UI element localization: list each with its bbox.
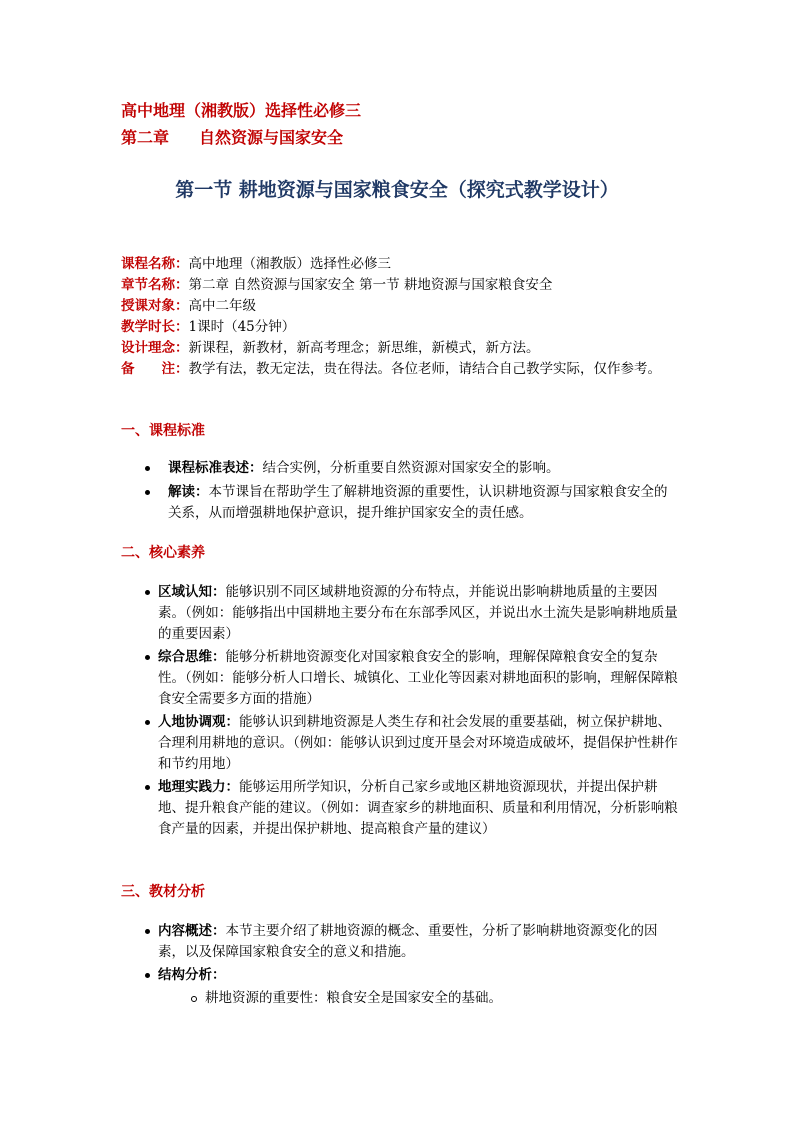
item-label: 区域认知： (158, 584, 226, 600)
circle-bullet-icon (191, 996, 197, 1002)
course-header (121, 101, 361, 121)
info-row-course-name (121, 254, 681, 275)
course-line: 高中地理（湘教版）选择性必修三 (121, 101, 362, 120)
chapter-title: 自然资源与国家安全 (199, 128, 344, 147)
info-label: 章节名称： (121, 277, 189, 293)
bullet-icon (145, 720, 150, 725)
item-text: 能够识别不同区域耕地资源的分布特点，并能说出影响耕地质量的主要因素。（例如：能够指出中国耕地主要分布在东部季风区，并说出水土流失是影响耕地质量的重要因素） (158, 584, 678, 642)
list-item (158, 712, 680, 775)
info-row-duration (121, 317, 681, 338)
info-label: 课程名称： (121, 256, 189, 272)
sub-list-item (158, 988, 680, 1009)
core-literacy-list (158, 582, 680, 842)
list-item (158, 647, 680, 710)
page-title: 第一节 耕地资源与国家粮食安全（探究式教学设计） (175, 179, 619, 201)
item-label: 课程标准表述： (168, 460, 263, 476)
info-value: 高中二年级 (188, 298, 256, 314)
bullet-icon (145, 929, 150, 934)
item-label: 结构分析： (158, 967, 226, 983)
info-row-chapter-name (121, 275, 681, 296)
item-label: 内容概述： (158, 923, 226, 939)
info-label: 设计理念： (121, 340, 189, 356)
bullet-icon (145, 973, 150, 978)
bullet-icon (145, 655, 150, 660)
info-value: 第二章 自然资源与国家安全 第一节 耕地资源与国家粮食安全 (188, 277, 553, 293)
item-text: 能够认识到耕地资源是人类生存和社会发展的重要基础，树立保护耕地、合理利用耕地的意识。（例如：能够认识到过度开垦会对环境造成破坏，提倡保护性耕作和节约用地） (158, 714, 678, 772)
course-info (121, 254, 681, 380)
chapter-header (121, 128, 343, 148)
info-label: 备 注： (121, 361, 189, 377)
sub-item-text: 耕地资源的重要性：粮食安全是国家安全的基础。 (205, 990, 502, 1006)
section-heading-curriculum-standard: 一、课程标准 (121, 423, 205, 439)
info-row-design-concept (121, 338, 681, 359)
list-item (168, 482, 680, 524)
chapter-number: 第二章 (121, 128, 170, 147)
list-item (158, 921, 680, 963)
item-text: 本节主要介绍了耕地资源的概念、重要性，分析了影响耕地资源变化的因素，以及保障国家粮食安全的意义和措施。 (158, 923, 658, 960)
item-label: 综合思维： (158, 649, 226, 665)
info-label: 授课对象： (121, 298, 189, 314)
bullet-icon (145, 590, 150, 595)
curriculum-standard-list (168, 458, 680, 526)
info-value: 1课时（45分钟） (188, 319, 296, 335)
info-value: 新课程，新教材，新高考理念；新思维，新模式，新方法。 (188, 340, 540, 356)
item-text: 能够分析耕地资源变化对国家粮食安全的影响，理解保障粮食安全的复杂性。（例如：能够分析人口增长、城镇化、工业化等因素对耕地面积的影响，理解保障粮食安全需要多方面的措施） (158, 649, 678, 707)
item-label: 解读： (168, 484, 209, 500)
info-value: 教学有法，教无定法，贵在得法。各位老师，请结合自己教学实际，仅作参考。 (188, 361, 661, 377)
item-text: 本节课旨在帮助学生了解耕地资源的重要性，认识耕地资源与国家粮食安全的关系，从而增强耕地保护意识，提升维护国家安全的责任感。 (168, 484, 668, 521)
list-item (168, 458, 680, 479)
bullet-icon (145, 785, 150, 790)
section-heading-textbook-analysis: 三、教材分析 (121, 884, 205, 900)
bullet-icon (145, 466, 150, 471)
info-label: 教学时长： (121, 319, 189, 335)
section-heading-core-literacy: 二、核心素养 (121, 545, 205, 561)
info-value: 高中地理（湘教版）选择性必修三 (188, 256, 391, 272)
item-text: 结合实例，分析重要自然资源对国家安全的影响。 (262, 460, 560, 476)
info-row-remarks (121, 359, 681, 380)
list-item (158, 965, 680, 986)
bullet-icon (145, 490, 150, 495)
info-row-audience (121, 296, 681, 317)
list-item (158, 582, 680, 645)
item-text: 能够运用所学知识，分析自己家乡或地区耕地资源现状，并提出保护耕地、提升粮食产能的建议。（例如：调查家乡的耕地面积、质量和利用情况，分析影响粮食产量的因素，并提出保护耕地、提高粮食产量的建议） (158, 779, 678, 837)
textbook-analysis-list (158, 921, 680, 1011)
item-label: 地理实践力： (158, 779, 239, 795)
item-label: 人地协调观： (158, 714, 239, 730)
list-item (158, 777, 680, 840)
